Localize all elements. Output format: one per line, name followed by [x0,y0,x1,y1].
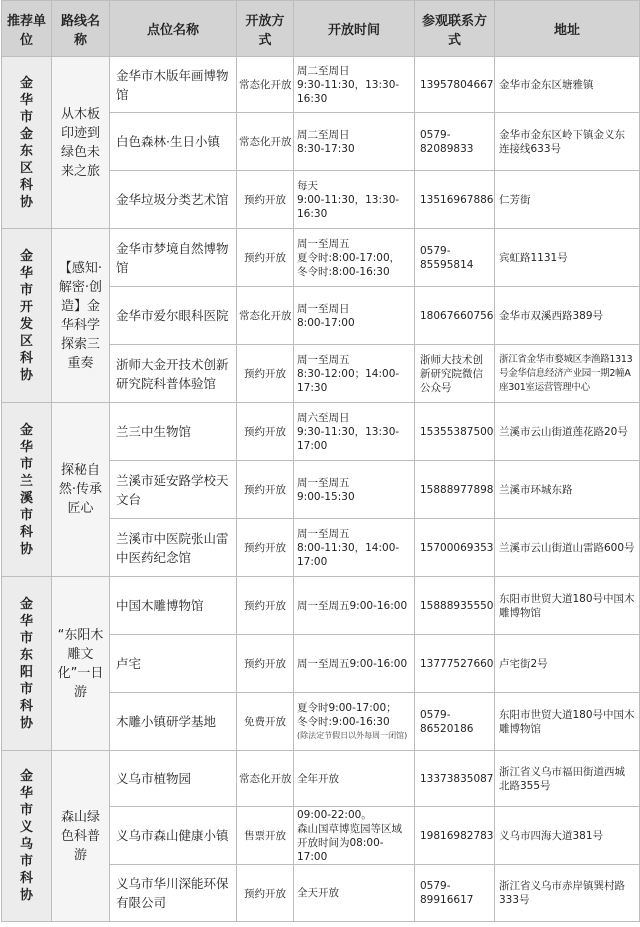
open-time-line: 周一至周日 [297,302,350,315]
open-time-line: 周一至周五9:00-16:00 [297,599,408,612]
open-time-cell [294,113,415,171]
open-time-line: 周六至周日 [297,411,350,424]
open-time-line: 全天开放 [297,887,339,899]
address-cell: 兰溪市云山街道山雷路600号 [495,519,640,577]
open-time-cell [294,519,415,577]
header-address: 地址 [495,1,640,57]
contact-cell: 15888935550 [415,577,495,635]
site-name-cell: 金华市木版年画博物馆 [110,57,237,113]
contact-cell: 13777527660 [415,635,495,693]
table-row [2,57,640,113]
header-route: 路线名称 [52,1,110,57]
open-time-line: 9:30-11:30，13:30-17:00 [297,425,400,452]
recommend-unit-cell [2,751,52,922]
address-cell: 宾虹路1131号 [495,229,640,287]
address-cell: 仁芳街 [495,171,640,229]
open-time-cell [294,577,415,635]
contact-cell: 0579-85595814 [415,229,495,287]
recommend-unit-cell [2,57,52,229]
recommend-unit-cell [2,229,52,403]
site-name-cell: 中国木雕博物馆 [110,577,237,635]
table-row [2,403,640,461]
address-cell: 浙江省金华市婺城区李渔路1313号金华信息经济产业园一期2幢A座301室运营管理中心 [495,345,640,403]
contact-cell: 15355387500 [415,403,495,461]
contact-cell: 0579-82089833 [415,113,495,171]
open-time-line: 周一至周五 [297,353,350,366]
site-name-cell: 卢宅 [110,635,237,693]
contact-cell: 13373835087 [415,751,495,807]
route-name-cell: 森山绿色科普游 [52,751,110,922]
site-name-cell: 金华市爱尔眼科医院 [110,287,237,345]
header-mode: 开放方式 [237,1,294,57]
open-mode-cell: 预约开放 [237,577,294,635]
table-row [2,229,640,287]
open-time-line: 8:00-17:00 [297,316,355,329]
address-cell: 金华市双溪西路389号 [495,287,640,345]
open-mode-cell: 预约开放 [237,519,294,577]
address-cell: 兰溪市环城东路 [495,461,640,519]
site-name-cell: 浙师大金开技术创新研究院科普体验馆 [110,345,237,403]
contact-cell: 18067660756 [415,287,495,345]
open-time-line: 周一至周五 [297,476,350,489]
recommend-unit-label: 金华市金东区科协 [19,75,33,210]
address-cell: 兰溪市云山街道莲花路20号 [495,403,640,461]
open-time-line: 8:30-12:00；14:00-17:30 [297,367,400,394]
route-name-cell: 【感知·解密·创造】金华科学探索三重奏 [52,229,110,403]
closing-note: (除法定节假日以外每周一闭馆) [297,730,408,740]
header-row [2,1,640,57]
open-time-cell [294,57,415,113]
open-time-cell [294,461,415,519]
contact-cell: 浙师大技术创新研究院微信公众号 [415,345,495,403]
contact-cell: 0579-86520186 [415,693,495,751]
address-cell: 金华市金东区岭下镇金义东连接线633号 [495,113,640,171]
address-cell: 东阳市世贸大道180号中国木雕博物馆 [495,577,640,635]
open-time-line: 9:00-15:30 [297,490,355,503]
contact-cell: 13516967886 [415,171,495,229]
open-mode-cell: 免费开放 [237,693,294,751]
recommend-unit-cell [2,403,52,577]
header-contact: 参观联系方式 [415,1,495,57]
open-time-cell [294,229,415,287]
site-name-cell: 义乌市森山健康小镇 [110,807,237,865]
recommend-unit-label: 金华市义乌市科协 [19,769,33,903]
open-time-line: 9:00-11:30，13:30-16:30 [297,193,400,220]
contact-cell: 13957804667 [415,57,495,113]
table-row [2,577,640,635]
site-name-cell: 木雕小镇研学基地 [110,693,237,751]
open-time-line: 周二至周日 [297,64,350,77]
contact-cell: 15700069353 [415,519,495,577]
open-time-line: 8:00-11:30，14:00-17:00 [297,541,400,568]
site-name-cell: 金华垃圾分类艺术馆 [110,171,237,229]
open-time-line: 周一至周五 [297,237,350,250]
address-cell: 卢宅街2号 [495,635,640,693]
recommend-unit-cell [2,577,52,751]
site-name-cell: 兰三中生物馆 [110,403,237,461]
open-time-line: 8:30-17:30 [297,142,355,155]
site-name-cell: 白色森林·生日小镇 [110,113,237,171]
address-cell: 金华市金东区塘雅镇 [495,57,640,113]
address-cell: 浙江省义乌市福田街道西城北路355号 [495,751,640,807]
open-time-line: 9:30-11:30，13:30-16:30 [297,78,400,105]
header-unit: 推荐单位 [2,1,52,57]
site-name-cell: 义乌市植物园 [110,751,237,807]
open-mode-cell: 常态化开放 [237,113,294,171]
header-time: 开放时间 [294,1,415,57]
route-name-cell: “东阳木雕文化”一日游 [52,577,110,751]
open-mode-cell: 预约开放 [237,229,294,287]
recommend-unit-label: 金华市开发区科协 [19,248,33,383]
open-time-cell [294,807,415,865]
open-time-cell [294,287,415,345]
open-time-cell [294,635,415,693]
contact-cell: 0579-89916617 [415,865,495,922]
open-time-line: 冬令时:9:00-16:30 [297,715,390,728]
open-mode-cell: 常态化开放 [237,751,294,807]
open-time-line: 森山国草博览园等区域开放时间为08:00-17:00 [297,822,402,863]
route-name-cell: 从木板印迹到绿色未来之旅 [52,57,110,229]
open-time-line: 夏令时9:00-17:00； [297,701,397,714]
open-time-line: 09:00-22:00。 [297,808,372,821]
open-mode-cell: 常态化开放 [237,57,294,113]
site-name-cell: 兰溪市中医院张山雷中医药纪念馆 [110,519,237,577]
open-mode-cell: 预约开放 [237,171,294,229]
open-time-cell [294,171,415,229]
open-time-line: 周一至周五 [297,527,350,540]
open-mode-cell: 售票开放 [237,807,294,865]
open-mode-cell: 预约开放 [237,345,294,403]
open-time-line: 周一至周五9:00-16:00 [297,657,408,670]
route-name-cell: 探秘自然·传承匠心 [52,403,110,577]
open-mode-cell: 预约开放 [237,635,294,693]
open-time-cell [294,751,415,807]
site-name-cell: 兰溪市延安路学校天文台 [110,461,237,519]
open-mode-cell: 预约开放 [237,461,294,519]
open-time-line: 冬令时:8:00-16:30 [297,265,390,278]
open-time-cell [294,403,415,461]
open-time-line: 周二至周日 [297,128,350,141]
site-name-cell: 金华市梦境自然博物馆 [110,229,237,287]
recommend-unit-label: 金华市东阳市科协 [19,596,33,731]
header-site: 点位名称 [110,1,237,57]
address-cell: 浙江省义乌市赤岸镇巽村路333号 [495,865,640,922]
address-cell: 义乌市四海大道381号 [495,807,640,865]
open-mode-cell: 常态化开放 [237,287,294,345]
open-time-cell [294,693,415,751]
open-time-cell [294,345,415,403]
open-mode-cell: 预约开放 [237,865,294,922]
open-mode-cell: 预约开放 [237,403,294,461]
recommend-unit-label: 金华市兰溪市科协 [19,422,33,557]
open-time-cell [294,865,415,922]
table-row [2,751,640,807]
open-time-line: 全年开放 [297,772,339,785]
contact-cell: 19816982783 [415,807,495,865]
science-route-table [1,0,640,922]
contact-cell: 15888977898 [415,461,495,519]
open-time-line: 夏令时:8:00-17:00， [297,251,401,264]
address-cell: 东阳市世贸大道180号中国木雕博物馆 [495,693,640,751]
site-name-cell: 义乌市华川深能环保有限公司 [110,865,237,922]
open-time-line: 每天 [297,179,318,192]
